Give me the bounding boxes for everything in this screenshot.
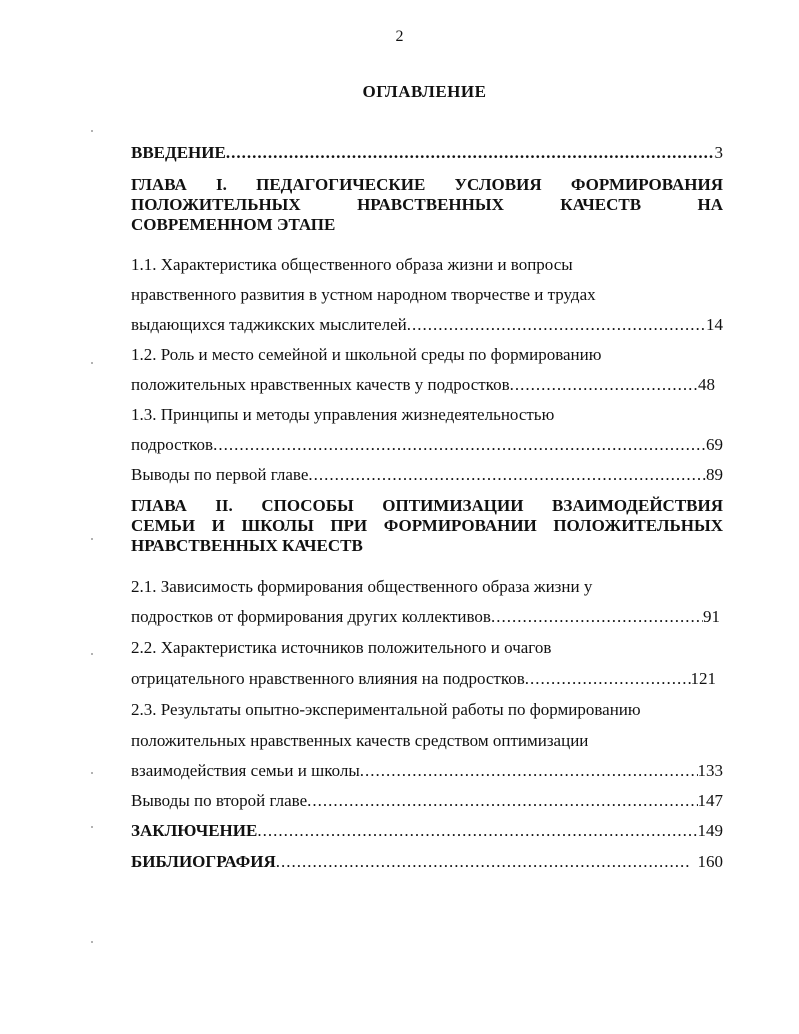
toc-entry-page: 69 [706, 435, 723, 454]
dot-leader [257, 821, 697, 841]
chapter-heading-line: НРАВСТВЕННЫХ КАЧЕСТВ [131, 536, 363, 555]
toc-entry-text-line: 2.3. Результаты опытно-экспериментальной работы по формированию [131, 700, 641, 719]
dot-leader [510, 375, 698, 395]
toc-entry-page: 133 [697, 761, 723, 780]
toc-entry-conclusion[interactable] [131, 821, 723, 841]
toc-entry-chapter-2-conclusions[interactable] [131, 791, 723, 811]
toc-entry-label: ЗАКЛЮЧЕНИЕ [131, 821, 258, 840]
toc-entry-label: Выводы по второй главе [131, 791, 308, 810]
toc-entry-page: 14 [706, 315, 723, 334]
toc-entry-text-line: нравственного развития в устном народном творчестве и трудах [131, 285, 596, 304]
toc-entry-chapter-1-conclusions[interactable] [131, 465, 723, 485]
toc-entry-page: 149 [697, 821, 723, 840]
chapter-heading-line: СОВРЕМЕННОМ ЭТАПЕ [131, 215, 336, 234]
toc-entry-label: ВВЕДЕНИЕ [131, 143, 226, 162]
toc-entry-section-2-3[interactable] [131, 761, 723, 781]
toc-entry-section-2-1[interactable] [131, 607, 720, 627]
toc-title: ОГЛАВЛЕНИЕ [362, 82, 487, 101]
toc-entry-text-line: 2.2. Характеристика источников положительного и очагов [131, 638, 552, 657]
chapter-heading-line: СЕМЬИ И ШКОЛЫ ПРИ ФОРМИРОВАНИИ ПОЛОЖИТЕЛЬНЫХ [131, 516, 723, 535]
chapter-2-heading[interactable] [131, 496, 723, 556]
scan-mark [91, 772, 93, 774]
toc-entry-page: 121 [690, 669, 716, 688]
dot-leader [307, 791, 697, 811]
dot-leader [525, 669, 691, 689]
dot-leader [407, 315, 706, 335]
toc-entry-introduction[interactable] [131, 143, 723, 163]
toc-entry-bibliography[interactable] [131, 852, 723, 872]
dot-leader [213, 435, 706, 455]
scan-mark [91, 941, 93, 943]
dot-leader [276, 852, 690, 872]
toc-entry-label: подростков от формирования других коллективов [131, 607, 491, 626]
toc-entry-text-line: 2.1. Зависимость формирования общественного образа жизни у [131, 577, 593, 596]
scan-mark [91, 130, 93, 132]
toc-entry-text-line: положительных нравственных качеств средством оптимизации [131, 731, 589, 750]
toc-entry-text-line: 1.2. Роль и место семейной и школьной среды по формированию [131, 345, 602, 364]
page-number: 2 [395, 28, 404, 45]
toc-entry-page: 89 [706, 465, 723, 484]
toc-entry-section-1-2[interactable] [131, 375, 715, 395]
toc-entry-page: 3 [714, 143, 723, 162]
toc-entry-label: БИБЛИОГРАФИЯ [131, 852, 276, 871]
toc-entry-page: 48 [698, 375, 715, 394]
scan-mark [91, 362, 93, 364]
chapter-heading-line: ПОЛОЖИТЕЛЬНЫХ НРАВСТВЕННЫХ КАЧЕСТВ НА [131, 195, 723, 214]
chapter-heading-line: ГЛАВА I. ПЕДАГОГИЧЕСКИЕ УСЛОВИЯ ФОРМИРОВАНИЯ [131, 175, 723, 194]
toc-entry-label: Выводы по первой главе [131, 465, 309, 484]
toc-entry-section-1-3[interactable] [131, 435, 723, 455]
toc-entry-section-1-1[interactable] [131, 315, 723, 335]
dot-leader [308, 465, 706, 485]
dot-leader [491, 607, 703, 627]
scan-mark [91, 826, 93, 828]
toc-entry-label: взаимодействия семьи и школы [131, 761, 360, 780]
chapter-1-heading[interactable] [131, 175, 723, 235]
scan-mark [91, 538, 93, 540]
toc-entry-label: выдающихся таджикских мыслителей [131, 315, 407, 334]
dot-leader [226, 143, 715, 163]
toc-entry-section-2-2[interactable] [131, 669, 716, 689]
toc-entry-text-line: 1.1. Характеристика общественного образа жизни и вопросы [131, 255, 573, 274]
toc-entry-page: 147 [697, 791, 723, 810]
toc-entry-label: подростков [131, 435, 214, 454]
toc-entry-page: 91 [703, 607, 720, 626]
scan-mark [91, 653, 93, 655]
chapter-heading-line: ГЛАВА II. СПОСОБЫ ОПТИМИЗАЦИИ ВЗАИМОДЕЙСТВИЯ [131, 496, 723, 515]
toc-entry-label: положительных нравственных качеств у подростков [131, 375, 510, 394]
toc-entry-page: 160 [697, 852, 723, 871]
toc-entry-label: отрицательного нравственного влияния на подростков [131, 669, 525, 688]
dot-leader [360, 761, 698, 781]
toc-entry-text-line: 1.3. Принципы и методы управления жизнедеятельностью [131, 405, 555, 424]
